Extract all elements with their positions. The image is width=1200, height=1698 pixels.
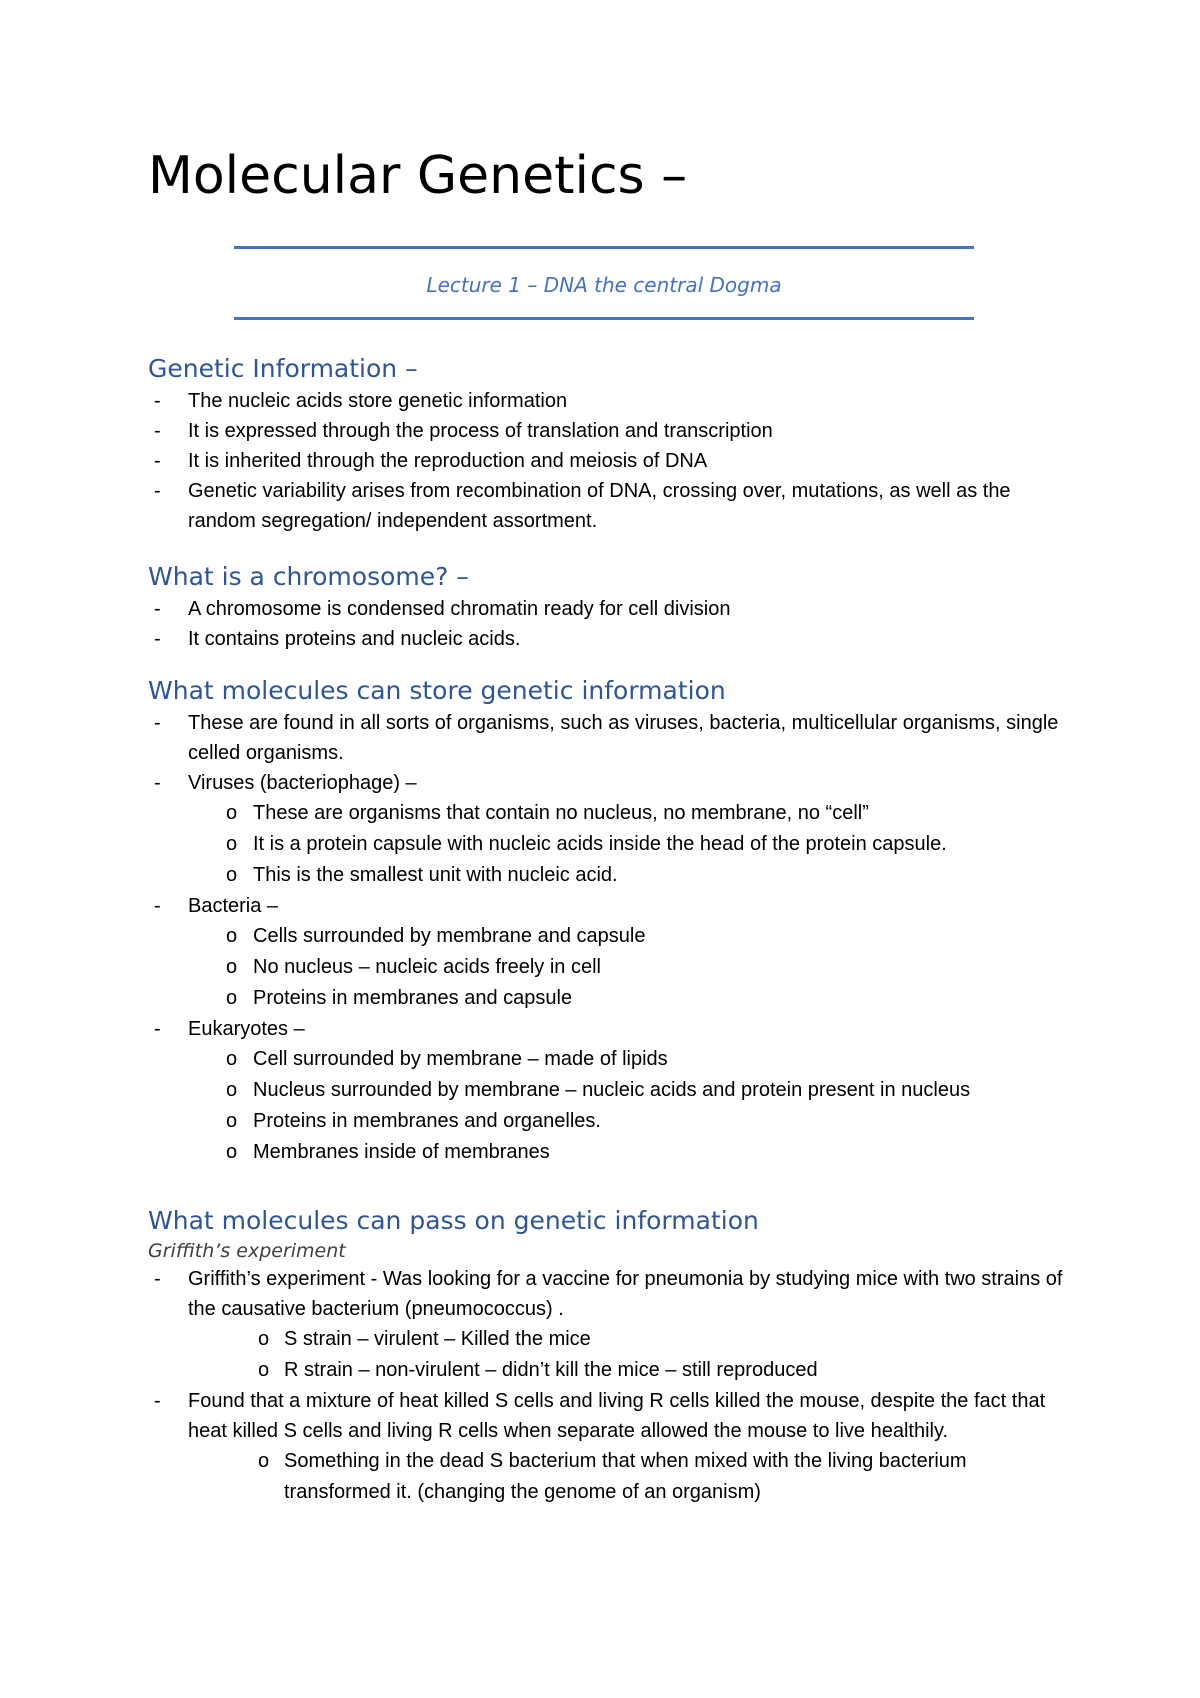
document-subtitle: Lecture 1 – DNA the central Dogma	[426, 273, 782, 297]
circle-bullet: o	[226, 956, 238, 978]
list-item-text: Bacteria –	[188, 895, 279, 917]
circle-bullet: o	[226, 1141, 238, 1163]
list-item	[148, 624, 1068, 654]
sublist-item	[148, 952, 1068, 983]
list-chromosome	[148, 594, 1068, 654]
circle-bullet: o	[258, 1359, 270, 1381]
heading-genetic-information: Genetic Information –	[148, 354, 418, 383]
dash-bullet: -	[154, 598, 161, 620]
list-item-text: It is expressed through the process of translation and transcription	[188, 420, 773, 442]
sublist-item	[148, 860, 1068, 891]
sublist-item-text: Something in the dead S bacterium that when mixed with the living bacterium transformed it. (changing the genome of an organism)	[284, 1450, 967, 1503]
circle-bullet: o	[226, 833, 238, 855]
list-item-eukaryotes	[148, 1014, 1068, 1168]
sublist-item	[148, 921, 1068, 952]
circle-bullet: o	[226, 1079, 238, 1101]
list-item-text: Genetic variability arises from recombination of DNA, crossing over, mutations, as well as the random segregation/ independent assortment.	[188, 480, 1011, 532]
list-item-text: It is inherited through the reproduction and meiosis of DNA	[188, 450, 708, 472]
list-item-griffith	[148, 1264, 1068, 1386]
list-pass-on-genetic-information	[148, 1264, 1068, 1508]
dash-bullet: -	[154, 390, 161, 412]
sublist-item-text: Proteins in membranes and capsule	[253, 987, 573, 1009]
heading-store-genetic-information: What molecules can store genetic information	[148, 676, 726, 705]
caption-griffiths-experiment: Griffith’s experiment	[148, 1240, 346, 1262]
sublist-item-text: Membranes inside of membranes	[253, 1141, 550, 1163]
sublist-viruses	[148, 798, 1068, 891]
circle-bullet: o	[226, 802, 238, 824]
dash-bullet: -	[154, 895, 161, 917]
sublist-item	[148, 1075, 1068, 1106]
dash-bullet: -	[154, 1018, 161, 1040]
sublist-item-text: R strain – non-virulent – didn’t kill the mice – still reproduced	[284, 1359, 818, 1381]
circle-bullet: o	[226, 1110, 238, 1132]
dash-bullet: -	[154, 1268, 161, 1290]
document-body	[148, 352, 1068, 1508]
subtitle-rule-top	[234, 246, 974, 249]
list-item-text: Eukaryotes –	[188, 1018, 305, 1040]
sublist-item	[148, 983, 1068, 1014]
circle-bullet: o	[226, 864, 238, 886]
list-item-text: Found that a mixture of heat killed S cells and living R cells killed the mouse, despite the fact that heat killed S cells and living R cells when separate allowed the mouse to live healthily.	[188, 1390, 1046, 1442]
sublist-item-text: Cell surrounded by membrane – made of lipids	[253, 1048, 668, 1070]
list-item	[148, 708, 1068, 768]
list-item	[148, 476, 1068, 536]
list-item	[148, 446, 1068, 476]
dash-bullet: -	[154, 420, 161, 442]
sublist-item-text: It is a protein capsule with nucleic acids inside the head of the protein capsule.	[253, 833, 947, 855]
list-genetic-information	[148, 386, 1068, 536]
sublist-eukaryotes	[148, 1044, 1068, 1168]
list-item-text: It contains proteins and nucleic acids.	[188, 628, 521, 650]
list-item-text: The nucleic acids store genetic information	[188, 390, 568, 412]
circle-bullet: o	[258, 1328, 270, 1350]
list-item-text: A chromosome is condensed chromatin ready for cell division	[188, 598, 731, 620]
sublist-griffith	[148, 1324, 1068, 1386]
list-item	[148, 416, 1068, 446]
list-item	[148, 594, 1068, 624]
dash-bullet: -	[154, 712, 161, 734]
circle-bullet: o	[258, 1450, 270, 1472]
heading-chromosome: What is a chromosome? –	[148, 562, 469, 591]
dash-bullet: -	[154, 628, 161, 650]
document-title: Molecular Genetics –	[148, 146, 688, 206]
list-store-genetic-information	[148, 708, 1068, 1168]
sublist-item-text: No nucleus – nucleic acids freely in cell	[253, 956, 601, 978]
sublist-item-text: Cells surrounded by membrane and capsule	[253, 925, 646, 947]
sublist-item	[148, 798, 1068, 829]
list-item-viruses	[148, 768, 1068, 891]
sublist-item	[148, 1044, 1068, 1075]
list-item-bacteria	[148, 891, 1068, 1014]
dash-bullet: -	[154, 772, 161, 794]
sublist-item	[148, 1137, 1068, 1168]
sublist-item	[148, 1106, 1068, 1137]
dash-bullet: -	[154, 1390, 161, 1412]
list-item	[148, 386, 1068, 416]
sublist-item	[148, 829, 1068, 860]
list-item-found	[148, 1386, 1068, 1508]
sublist-item-text: This is the smallest unit with nucleic acid.	[253, 864, 618, 886]
sublist-item	[148, 1324, 1068, 1355]
sublist-found	[148, 1446, 1068, 1508]
circle-bullet: o	[226, 987, 238, 1009]
sublist-bacteria	[148, 921, 1068, 1014]
list-item-text: Griffith’s experiment - Was looking for a vaccine for pneumonia by studying mice with two strains of the causative bacterium (pneumococcus) .	[188, 1268, 1063, 1320]
sublist-item-text: S strain – virulent – Killed the mice	[284, 1328, 591, 1350]
circle-bullet: o	[226, 925, 238, 947]
sublist-item-text: These are organisms that contain no nucleus, no membrane, no “cell”	[253, 802, 869, 824]
list-item-text: These are found in all sorts of organisms, such as viruses, bacteria, multicellular organisms, single celled organisms.	[188, 712, 1059, 764]
sublist-item	[148, 1355, 1068, 1386]
sublist-item-text: Proteins in membranes and organelles.	[253, 1110, 601, 1132]
sublist-item	[148, 1446, 1068, 1508]
sublist-item-text: Nucleus surrounded by membrane – nucleic acids and protein present in nucleus	[253, 1079, 971, 1101]
list-item-text: Viruses (bacteriophage) –	[188, 772, 417, 794]
heading-pass-on-genetic-information: What molecules can pass on genetic information	[148, 1206, 759, 1235]
dash-bullet: -	[154, 450, 161, 472]
circle-bullet: o	[226, 1048, 238, 1070]
dash-bullet: -	[154, 480, 161, 502]
subtitle-rule-bottom	[234, 317, 974, 320]
